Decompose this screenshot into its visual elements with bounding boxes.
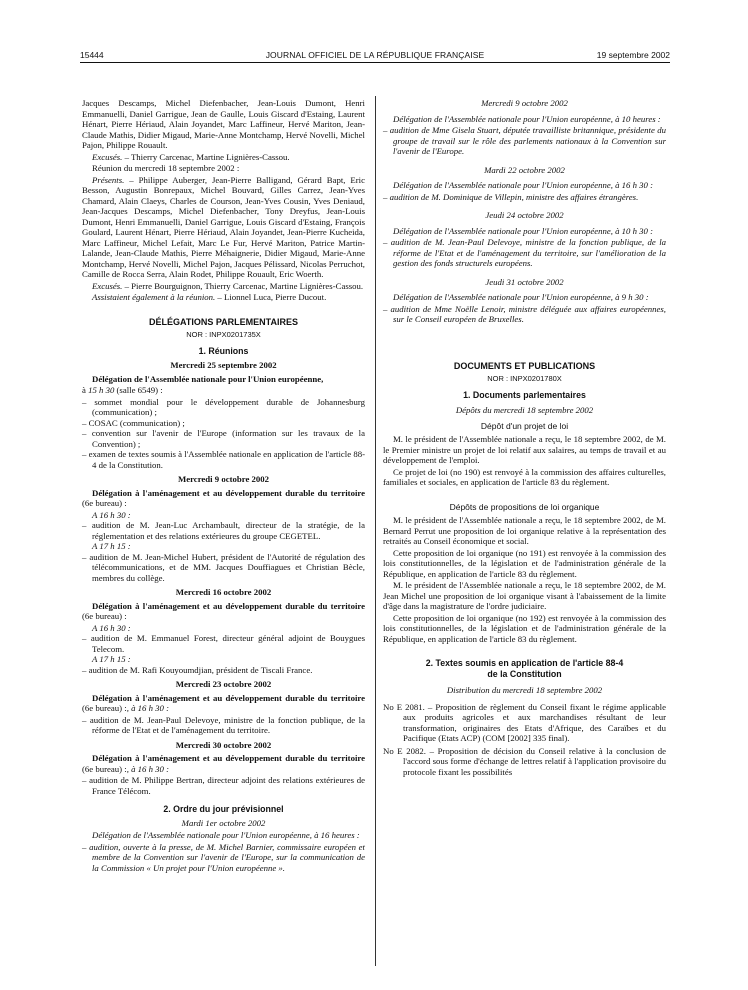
agenda-item: – audition de M. Jean-Paul Delevoye, ministre de la fonction publique, de la réforme de l'Etat et de l'aménagement du territoire, sur l'amélioration de la gestion des fonds structurels européens. bbox=[383, 237, 666, 268]
depot-projet-heading: Dépôt d'un projet de loi bbox=[480, 420, 569, 431]
delegation-ue-title: Délégation de l'Assemblée nationale pour l'Union européenne, à 10 heures : bbox=[393, 113, 661, 124]
paragraph: M. le président de l'Assemblée nationale a reçu, le 18 septembre 2002, de M. le Premier ministre un projet de loi relatif aux salaires, au temps de travail et au développement de l'emploi. bbox=[383, 434, 666, 465]
date-heading: Mercredi 25 septembre 2002 bbox=[170, 360, 277, 370]
assistaient: Assistaient également à la réunion. – Lionnel Luca, Pierre Ducout. bbox=[92, 292, 327, 302]
paragraph: M. le président de l'Assemblée nationale a reçu, le 18 septembre 2002, de M. Jean Michel une proposition de loi organique visant à l'abaissement de la limite d'âge dans la magistrature de l'ordre judiciaire. bbox=[383, 580, 666, 611]
delegation-ue-title: Délégation de l'Assemblée nationale pour l'Union européenne, à 10 h 30 : bbox=[393, 225, 654, 236]
agenda-item: – examen de textes soumis à l'Assemblée nationale en application de l'article 88-4 de la Constitution. bbox=[82, 449, 365, 470]
agenda-item: – audition de M. Philippe Bertran, directeur adjoint des relations extérieures de France Télécom. bbox=[82, 775, 365, 796]
time-slot: A 16 h 30 : bbox=[92, 622, 131, 633]
agenda-item: – convention sur l'avenir de l'Europe (information sur les travaux de la Convention) ; bbox=[82, 428, 365, 449]
agenda-item: – audition de Mme Gisela Stuart, députée travailliste britannique, présidente du groupe de travail sur le rôle des parlements nationaux à la Convention sur l'avenir de l'Europe. bbox=[383, 125, 666, 156]
paragraph: Cette proposition de loi organique (no 192) est renvoyée à la commission des lois constitutionnelles, de la législation et de l'administration générale de la République, en application de l'article 83 du règlement. bbox=[383, 612, 666, 644]
nor-code-1: NOR : INPX0201735X bbox=[186, 330, 261, 339]
date-heading: Mercredi 30 octobre 2002 bbox=[175, 739, 272, 750]
time-slot: A 16 h 30 : bbox=[92, 509, 131, 520]
header-rule bbox=[80, 62, 670, 63]
distribution-heading: Distribution du mercredi 18 septembre 2002 bbox=[446, 685, 603, 695]
agenda-item: – COSAC (communication) ; bbox=[82, 417, 185, 428]
delegation-territoire-title: Délégation à l'aménagement et au développement durable du territoire (6e bureau) :, à 16 h 30 : bbox=[82, 753, 365, 774]
agenda-item: – sommet mondial pour le développement durable de Johannesburg (communication) ; bbox=[82, 396, 365, 417]
e-document: No E 2081. – Proposition de règlement du Conseil fixant le régime applicable aux produits agricoles et aux marchandises résultant de leur transformation, originaires des Etats d'Afrique, des Caraïbes et du Pacifique (Etats ACP) (COM [2002] 335 final). bbox=[383, 701, 666, 743]
column-divider bbox=[375, 96, 376, 966]
issue-date: 19 septembre 2002 bbox=[596, 50, 670, 60]
delegation-ue-title: Délégation de l'Assemblée nationale pour l'Union européenne, bbox=[92, 373, 324, 384]
e-document: No E 2082. – Proposition de décision du Conseil relative à la conclusion de l'accord sous forme d'échange de lettres relatif à l'application provisoire du protocole fixant les possibilités bbox=[383, 745, 666, 777]
agenda-item: – audition de M. Dominique de Villepin, ministre des affaires étrangères. bbox=[383, 191, 639, 202]
delegation-ue-time: à 15 h 30 (salle 6549) : bbox=[82, 385, 163, 395]
reunion-heading: Réunion du mercredi 18 septembre 2002 : bbox=[92, 163, 240, 173]
delegation-ue-title: Délégation de l'Assemblée nationale pour l'Union européenne, à 16 h 30 : bbox=[393, 180, 654, 190]
journal-title: JOURNAL OFFICIEL DE LA RÉPUBLIQUE FRANÇAISE bbox=[265, 50, 485, 60]
delegation-territoire-title: Délégation à l'aménagement et au développement durable du territoire (6e bureau) : bbox=[82, 600, 365, 621]
right-column bbox=[383, 98, 666, 779]
date-heading: Jeudi 24 octobre 2002 bbox=[485, 210, 564, 220]
depots-propositions-heading: Dépôts de propositions de loi organique bbox=[449, 501, 600, 512]
agenda-item: – audition de M. Rafi Kouyoumdjian, président de Tiscali France. bbox=[82, 664, 313, 675]
attendees-continued: Jacques Descamps, Michel Diefenbacher, Jean-Louis Dumont, Henri Emmanuelli, Daniel Garrigue, Jean de Gaulle, Louis Giscard d'Estaing, Laurent Hénart, Pierre Hériaud, Alain Joyandet, Marc Laffineur, Hervé Mariton, Jean-Claude Mathis, Didier Migaud, Marie-Anne Montchamp, Hervé Novelli, Michel Pajon, Philippe Rouault. bbox=[82, 98, 365, 150]
date-heading: Mardi 1er octobre 2002 bbox=[181, 817, 266, 828]
delegation-ue-title: Délégation de l'Assemblée nationale pour l'Union européenne, à 9 h 30 : bbox=[393, 292, 649, 302]
date-heading: Jeudi 31 octobre 2002 bbox=[485, 276, 564, 287]
excuses-2: Excusés. – Pierre Bourguignon, Thierry Carcenac, Martine Lignières-Cassou. bbox=[92, 280, 364, 291]
nor-code-2: NOR : INPX0201780X bbox=[487, 374, 562, 383]
agenda-item: – audition, ouverte à la presse, de M. Michel Barnier, commissaire européen et membre de la Convention sur l'avenir de l'Europe, sur la communication de la Commission « Un projet pour l'Union européenne ». bbox=[82, 841, 365, 873]
section-title-delegations: DÉLÉGATIONS PARLEMENTAIRES bbox=[148, 316, 298, 327]
delegation-territoire-title: Délégation à l'aménagement et au développement durable du territoire (6e bureau) :, à 16 h 30 : bbox=[82, 692, 365, 713]
agenda-item: – audition de M. Jean-Luc Archambault, directeur de la stratégie, de la réglementation et des relations extérieures du groupe CEGETEL. bbox=[82, 520, 365, 541]
paragraph: Ce projet de loi (no 190) est renvoyé à la commission des affaires culturelles, familiales et sociales, en application de l'article 83 du règlement. bbox=[383, 466, 666, 487]
subsection-ordre-du-jour: 2. Ordre du jour prévisionnel bbox=[163, 804, 284, 814]
depots-heading: Dépôts du mercredi 18 septembre 2002 bbox=[455, 405, 594, 415]
agenda-item: – audition de M. Emmanuel Forest, directeur général adjoint de Bouygues Telecom. bbox=[82, 633, 365, 654]
date-heading: Mardi 22 octobre 2002 bbox=[484, 164, 565, 175]
presents: Présents. – Philippe Auberger, Jean-Pierre Balligand, Gérard Bapt, Eric Besson, Augustin Bonrepaux, Michel Bouvard, Gilles Carrez, Jean-Yves Chamard, Alain Claeys, Charles de Courson, Jean-Yves Cousin, Yves Deniaud, Jean-Jacques Descamps, Michel Diefenbacher, Tony Dreyfus, Jean-Louis Dumont, Henri Emmanuelli, Daniel Garrigue, Louis Giscard d'Estaing, François Goulard, Laurent Hénart, Pierre Hériaud, Alain Joyandet, Jean-Pierre Kucheida, Marc Laffineur, Michel Lefait, Marc Le Fur, Hervé Mariton, Patrice Martin-Lalande, Jean-Claude Mathis, Pierre Méhaignerie, Didier Migaud, Marie-Anne Montchamp, Hervé Novelli, Michel Pajon, Jacques Pélissard, Nicolas Perruchot, Camille de Rocca Serra, Alain Rodet, Philippe Rouault, Eric Woerth. bbox=[82, 174, 365, 279]
date-heading: Mercredi 9 octobre 2002 bbox=[481, 98, 568, 108]
section-title-documents: DOCUMENTS ET PUBLICATIONS bbox=[453, 360, 596, 371]
delegation-territoire-title: Délégation à l'aménagement et au développement durable du territoire (6e bureau) : bbox=[82, 487, 365, 508]
left-column bbox=[82, 98, 365, 873]
agenda-item: – audition de M. Jean-Michel Hubert, président de l'Autorité de régulation des télécommunications, et de MM. Jacques Douffiagues et Christian Bècle, membres du collège. bbox=[82, 551, 365, 583]
agenda-item: – audition de M. Jean-Paul Delevoye, ministre de la fonction publique, de la réforme de l'Etat et de l'aménagement du territoire. bbox=[82, 714, 365, 735]
paragraph: M. le président de l'Assemblée nationale a reçu, le 18 septembre 2002, de M. Bernard Perrut une proposition de loi organique relative à la représentation des retraités au Conseil économique et social. bbox=[383, 515, 666, 546]
subsection-textes-soumis-2: de la Constitution bbox=[487, 668, 562, 679]
page-number: 15444 bbox=[80, 50, 104, 60]
paragraph: Cette proposition de loi organique (no 191) est renvoyée à la commission des lois constitutionnelles, de la législation et de l'administration générale de la République, en application de l'article 83 du règlement. bbox=[383, 547, 666, 579]
excuses-1: Excusés. – Thierry Carcenac, Martine Lignières-Cassou. bbox=[92, 151, 290, 162]
delegation-ue-odj: Délégation de l'Assemblée nationale pour l'Union européenne, à 16 heures : bbox=[92, 830, 360, 840]
time-slot: A 17 h 15 : bbox=[92, 654, 131, 664]
agenda-item: – audition de Mme Noëlle Lenoir, ministre déléguée aux affaires européennes, sur le Conseil européen de Bruxelles. bbox=[383, 303, 666, 324]
date-heading: Mercredi 16 octobre 2002 bbox=[175, 587, 272, 597]
subsection-textes-soumis: 2. Textes soumis en application de l'article 88-4 bbox=[425, 658, 624, 668]
subsection-documents-parlementaires: 1. Documents parlementaires bbox=[463, 389, 586, 400]
subsection-reunions: 1. Réunions bbox=[198, 345, 249, 356]
time-slot: A 17 h 15 : bbox=[92, 541, 131, 551]
date-heading: Mercredi 23 octobre 2002 bbox=[175, 679, 272, 689]
date-heading: Mercredi 9 octobre 2002 bbox=[177, 474, 270, 484]
